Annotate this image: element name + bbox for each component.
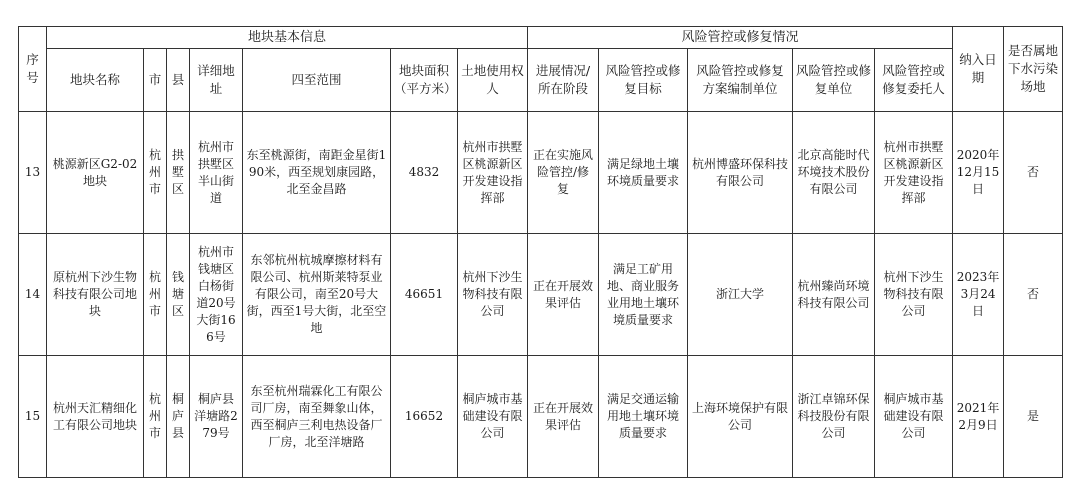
cell-site-name: 原杭州下沙生物科技有限公司地块 [47,234,144,356]
cell-land-owner: 杭州市拱墅区桃源新区开发建设指挥部 [458,112,528,234]
cell-land-owner: 桐庐城市基础建设有限公司 [458,356,528,478]
cell-site-name: 杭州天汇精细化工有限公司地块 [47,356,144,478]
header-group-basic-info: 地块基本信息 [47,27,528,49]
cell-remediation-unit: 浙江卓锦环保科技股份有限公司 [793,356,875,478]
header-groundwater: 是否属地下水污染场地 [1004,27,1063,112]
cell-boundary: 东至杭州瑞霖化工有限公司厂房，南至舞象山体，西至桐庐三利电热设备厂厂房，北至洋塘路 [243,356,391,478]
cell-address: 桐庐县洋塘路279号 [190,356,243,478]
table-row [19,356,1063,478]
cell-groundwater: 否 [1004,112,1063,234]
cell-client: 杭州下沙生物科技有限公司 [875,234,953,356]
cell-city: 杭州市 [144,112,167,234]
cell-target: 满足工矿用地、商业服务业用地土壤环境质量要求 [599,234,688,356]
cell-seq: 15 [19,356,47,478]
table-header [19,27,1063,112]
cell-county: 拱墅区 [167,112,190,234]
header-city: 市 [144,49,167,112]
header-plan-unit: 风险管控或修复方案编制单位 [688,49,793,112]
header-land-owner: 土地使用权人 [458,49,528,112]
cell-client: 杭州市拱墅区桃源新区开发建设指挥部 [875,112,953,234]
cell-city: 杭州市 [144,356,167,478]
cell-area: 16652 [391,356,458,478]
header-group-row [19,27,1063,49]
header-remediation-unit: 风险管控或修复单位 [793,49,875,112]
header-site-name: 地块名称 [47,49,144,112]
header-target: 风险管控或修复目标 [599,49,688,112]
cell-remediation-unit: 北京高能时代环境技术股份有限公司 [793,112,875,234]
cell-seq: 13 [19,112,47,234]
cell-area: 4832 [391,112,458,234]
header-boundary: 四至范围 [243,49,391,112]
cell-city: 杭州市 [144,234,167,356]
cell-inclusion-date: 2020年12月15日 [953,112,1004,234]
cell-groundwater: 否 [1004,234,1063,356]
cell-plan-unit: 浙江大学 [688,234,793,356]
cell-county: 钱塘区 [167,234,190,356]
cell-target: 满足绿地土壤环境质量要求 [599,112,688,234]
cell-area: 46651 [391,234,458,356]
header-client: 风险管控或修复委托人 [875,49,953,112]
cell-address: 杭州市拱墅区半山街道 [190,112,243,234]
cell-boundary: 东邻杭州杭城摩擦材料有限公司、杭州斯莱特泵业有限公司，南至20号大街，西至1号大街，北至空地 [243,234,391,356]
header-seq: 序号 [19,27,47,112]
header-area: 地块面积（平方米） [391,49,458,112]
cell-plan-unit: 杭州博盛环保科技有限公司 [688,112,793,234]
cell-county: 桐庐县 [167,356,190,478]
cell-inclusion-date: 2021年2月9日 [953,356,1004,478]
contaminated-site-table [18,26,1063,478]
cell-plan-unit: 上海环境保护有限公司 [688,356,793,478]
cell-groundwater: 是 [1004,356,1063,478]
header-group-risk-control: 风险管控或修复情况 [528,27,953,49]
header-progress: 进展情况/所在阶段 [528,49,599,112]
cell-seq: 14 [19,234,47,356]
table-row [19,112,1063,234]
cell-boundary: 东至桃源街，南距金星街190米，西至规划康园路，北至金昌路 [243,112,391,234]
header-county: 县 [167,49,190,112]
cell-inclusion-date: 2023年3月24日 [953,234,1004,356]
cell-target: 满足交通运输用地土壤环境质量要求 [599,356,688,478]
cell-remediation-unit: 杭州臻尚环境科技有限公司 [793,234,875,356]
header-column-row [19,49,1063,112]
header-address: 详细地址 [190,49,243,112]
remediation-table-container [18,26,1063,478]
header-inclusion-date: 纳入日期 [953,27,1004,112]
cell-progress: 正在开展效果评估 [528,356,599,478]
cell-progress: 正在开展效果评估 [528,234,599,356]
table-body [19,112,1063,478]
cell-land-owner: 杭州下沙生物科技有限公司 [458,234,528,356]
cell-address: 杭州市钱塘区白杨街道20号大街166号 [190,234,243,356]
cell-site-name: 桃源新区G2-02地块 [47,112,144,234]
cell-client: 桐庐城市基础建设有限公司 [875,356,953,478]
table-row [19,234,1063,356]
cell-progress: 正在实施风险管控/修复 [528,112,599,234]
